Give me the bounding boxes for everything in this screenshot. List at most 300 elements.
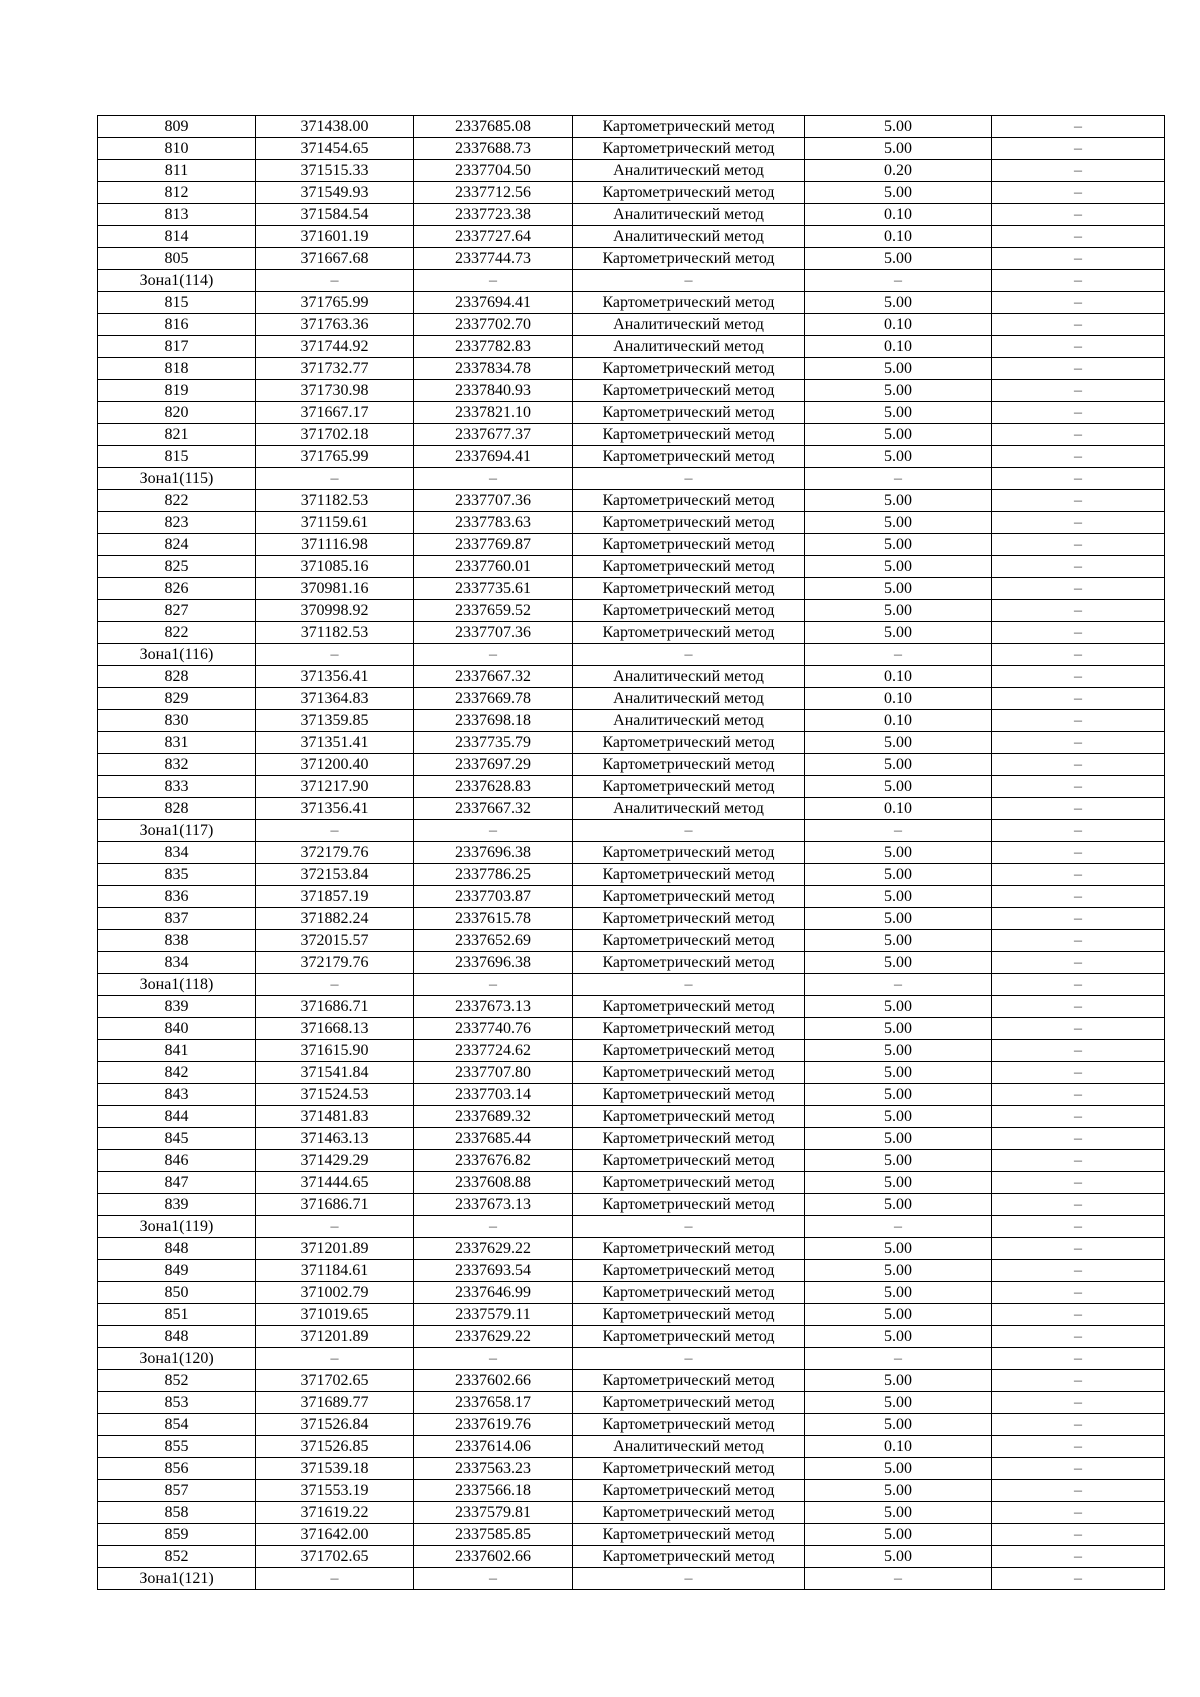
- y-coordinate-cell: –: [414, 644, 573, 666]
- accuracy-cell: 5.00: [805, 864, 992, 886]
- description-cell: –: [992, 402, 1165, 424]
- description-cell: –: [992, 204, 1165, 226]
- x-coordinate-cell: 371526.84: [256, 1414, 414, 1436]
- table-row: [98, 1062, 1165, 1084]
- accuracy-cell: 5.00: [805, 578, 992, 600]
- y-coordinate-cell: 2337676.82: [414, 1150, 573, 1172]
- y-coordinate-cell: 2337673.13: [414, 1194, 573, 1216]
- point-number-cell: Зона1(118): [98, 974, 256, 996]
- y-coordinate-cell: 2337579.11: [414, 1304, 573, 1326]
- method-cell: –: [573, 1348, 805, 1370]
- method-cell: Аналитический метод: [573, 204, 805, 226]
- table-row: [98, 930, 1165, 952]
- description-cell: –: [992, 1238, 1165, 1260]
- description-cell: –: [992, 952, 1165, 974]
- point-number-cell: 811: [98, 160, 256, 182]
- accuracy-cell: 5.00: [805, 842, 992, 864]
- point-number-cell: 851: [98, 1304, 256, 1326]
- point-number-cell: 853: [98, 1392, 256, 1414]
- y-coordinate-cell: 2337659.52: [414, 600, 573, 622]
- table-row: [98, 138, 1165, 160]
- method-cell: Картометрический метод: [573, 358, 805, 380]
- description-cell: –: [992, 1018, 1165, 1040]
- accuracy-cell: 5.00: [805, 446, 992, 468]
- y-coordinate-cell: 2337744.73: [414, 248, 573, 270]
- accuracy-cell: 0.10: [805, 314, 992, 336]
- description-cell: –: [992, 1348, 1165, 1370]
- accuracy-cell: 5.00: [805, 1524, 992, 1546]
- point-number-cell: 814: [98, 226, 256, 248]
- accuracy-cell: 5.00: [805, 1128, 992, 1150]
- method-cell: Картометрический метод: [573, 424, 805, 446]
- point-number-cell: 832: [98, 754, 256, 776]
- accuracy-cell: 5.00: [805, 556, 992, 578]
- point-number-cell: Зона1(117): [98, 820, 256, 842]
- description-cell: –: [992, 1502, 1165, 1524]
- method-cell: Картометрический метод: [573, 600, 805, 622]
- y-coordinate-cell: 2337735.79: [414, 732, 573, 754]
- y-coordinate-cell: 2337694.41: [414, 292, 573, 314]
- method-cell: Картометрический метод: [573, 1062, 805, 1084]
- description-cell: –: [992, 710, 1165, 732]
- y-coordinate-cell: 2337696.38: [414, 842, 573, 864]
- y-coordinate-cell: –: [414, 820, 573, 842]
- accuracy-cell: 5.00: [805, 886, 992, 908]
- y-coordinate-cell: 2337783.63: [414, 512, 573, 534]
- method-cell: Картометрический метод: [573, 864, 805, 886]
- coordinates-table-body: [98, 116, 1165, 1590]
- point-number-cell: 823: [98, 512, 256, 534]
- description-cell: –: [992, 490, 1165, 512]
- accuracy-cell: 5.00: [805, 952, 992, 974]
- point-number-cell: 854: [98, 1414, 256, 1436]
- point-number-cell: 819: [98, 380, 256, 402]
- x-coordinate-cell: 371356.41: [256, 666, 414, 688]
- point-number-cell: Зона1(120): [98, 1348, 256, 1370]
- method-cell: Картометрический метод: [573, 1546, 805, 1568]
- accuracy-cell: 5.00: [805, 1480, 992, 1502]
- accuracy-cell: 5.00: [805, 1458, 992, 1480]
- x-coordinate-cell: 371481.83: [256, 1106, 414, 1128]
- method-cell: Аналитический метод: [573, 160, 805, 182]
- y-coordinate-cell: 2337602.66: [414, 1370, 573, 1392]
- method-cell: Картометрический метод: [573, 1480, 805, 1502]
- x-coordinate-cell: 371217.90: [256, 776, 414, 798]
- x-coordinate-cell: –: [256, 270, 414, 292]
- x-coordinate-cell: 371356.41: [256, 798, 414, 820]
- description-cell: –: [992, 908, 1165, 930]
- method-cell: Картометрический метод: [573, 1392, 805, 1414]
- accuracy-cell: 5.00: [805, 292, 992, 314]
- point-number-cell: 845: [98, 1128, 256, 1150]
- accuracy-cell: 0.10: [805, 226, 992, 248]
- x-coordinate-cell: 371201.89: [256, 1326, 414, 1348]
- zone-header-row: [98, 974, 1165, 996]
- description-cell: –: [992, 1414, 1165, 1436]
- y-coordinate-cell: 2337652.69: [414, 930, 573, 952]
- y-coordinate-cell: 2337693.54: [414, 1260, 573, 1282]
- point-number-cell: Зона1(116): [98, 644, 256, 666]
- table-row: [98, 292, 1165, 314]
- zone-header-row: [98, 1348, 1165, 1370]
- x-coordinate-cell: 371553.19: [256, 1480, 414, 1502]
- description-cell: –: [992, 732, 1165, 754]
- table-row: [98, 622, 1165, 644]
- table-row: [98, 1326, 1165, 1348]
- table-row: [98, 1546, 1165, 1568]
- method-cell: Картометрический метод: [573, 1040, 805, 1062]
- method-cell: Картометрический метод: [573, 1414, 805, 1436]
- point-number-cell: 844: [98, 1106, 256, 1128]
- y-coordinate-cell: 2337703.87: [414, 886, 573, 908]
- zone-header-row: [98, 644, 1165, 666]
- method-cell: Картометрический метод: [573, 182, 805, 204]
- table-row: [98, 204, 1165, 226]
- accuracy-cell: 5.00: [805, 622, 992, 644]
- y-coordinate-cell: 2337760.01: [414, 556, 573, 578]
- x-coordinate-cell: 371702.65: [256, 1546, 414, 1568]
- table-row: [98, 336, 1165, 358]
- accuracy-cell: 5.00: [805, 1238, 992, 1260]
- accuracy-cell: 5.00: [805, 534, 992, 556]
- description-cell: –: [992, 1568, 1165, 1590]
- accuracy-cell: 5.00: [805, 908, 992, 930]
- y-coordinate-cell: 2337677.37: [414, 424, 573, 446]
- accuracy-cell: –: [805, 1216, 992, 1238]
- method-cell: Картометрический метод: [573, 1238, 805, 1260]
- method-cell: Картометрический метод: [573, 930, 805, 952]
- table-row: [98, 578, 1165, 600]
- method-cell: Картометрический метод: [573, 622, 805, 644]
- x-coordinate-cell: 371182.53: [256, 622, 414, 644]
- table-row: [98, 1370, 1165, 1392]
- x-coordinate-cell: 371765.99: [256, 446, 414, 468]
- accuracy-cell: 5.00: [805, 1502, 992, 1524]
- point-number-cell: 835: [98, 864, 256, 886]
- point-number-cell: 815: [98, 292, 256, 314]
- table-row: [98, 798, 1165, 820]
- table-row: [98, 446, 1165, 468]
- x-coordinate-cell: 372179.76: [256, 842, 414, 864]
- point-number-cell: 822: [98, 622, 256, 644]
- y-coordinate-cell: 2337585.85: [414, 1524, 573, 1546]
- accuracy-cell: 5.00: [805, 930, 992, 952]
- table-row: [98, 1480, 1165, 1502]
- y-coordinate-cell: –: [414, 468, 573, 490]
- point-number-cell: 828: [98, 798, 256, 820]
- accuracy-cell: –: [805, 644, 992, 666]
- y-coordinate-cell: 2337685.08: [414, 116, 573, 138]
- y-coordinate-cell: –: [414, 1216, 573, 1238]
- point-number-cell: 839: [98, 996, 256, 1018]
- point-number-cell: 833: [98, 776, 256, 798]
- point-number-cell: 834: [98, 842, 256, 864]
- description-cell: –: [992, 336, 1165, 358]
- accuracy-cell: 5.00: [805, 1326, 992, 1348]
- method-cell: Картометрический метод: [573, 1282, 805, 1304]
- table-row: [98, 710, 1165, 732]
- x-coordinate-cell: 371702.65: [256, 1370, 414, 1392]
- y-coordinate-cell: –: [414, 974, 573, 996]
- description-cell: –: [992, 270, 1165, 292]
- point-number-cell: 852: [98, 1546, 256, 1568]
- accuracy-cell: 5.00: [805, 1018, 992, 1040]
- method-cell: Картометрический метод: [573, 512, 805, 534]
- method-cell: Аналитический метод: [573, 336, 805, 358]
- description-cell: –: [992, 600, 1165, 622]
- description-cell: –: [992, 1106, 1165, 1128]
- x-coordinate-cell: –: [256, 1348, 414, 1370]
- method-cell: Картометрический метод: [573, 248, 805, 270]
- method-cell: Аналитический метод: [573, 314, 805, 336]
- method-cell: Картометрический метод: [573, 138, 805, 160]
- x-coordinate-cell: 371668.13: [256, 1018, 414, 1040]
- point-number-cell: 830: [98, 710, 256, 732]
- accuracy-cell: 5.00: [805, 1370, 992, 1392]
- point-number-cell: 810: [98, 138, 256, 160]
- table-row: [98, 864, 1165, 886]
- accuracy-cell: 0.10: [805, 204, 992, 226]
- point-number-cell: 834: [98, 952, 256, 974]
- y-coordinate-cell: 2337696.38: [414, 952, 573, 974]
- point-number-cell: Зона1(114): [98, 270, 256, 292]
- accuracy-cell: 5.00: [805, 732, 992, 754]
- point-number-cell: 842: [98, 1062, 256, 1084]
- x-coordinate-cell: 371763.36: [256, 314, 414, 336]
- table-row: [98, 600, 1165, 622]
- x-coordinate-cell: 371184.61: [256, 1260, 414, 1282]
- table-row: [98, 732, 1165, 754]
- table-row: [98, 1282, 1165, 1304]
- x-coordinate-cell: 371601.19: [256, 226, 414, 248]
- point-number-cell: 817: [98, 336, 256, 358]
- method-cell: Картометрический метод: [573, 490, 805, 512]
- point-number-cell: 827: [98, 600, 256, 622]
- point-number-cell: 831: [98, 732, 256, 754]
- accuracy-cell: 0.10: [805, 336, 992, 358]
- point-number-cell: 850: [98, 1282, 256, 1304]
- zone-header-row: [98, 1568, 1165, 1590]
- y-coordinate-cell: 2337712.56: [414, 182, 573, 204]
- point-number-cell: 857: [98, 1480, 256, 1502]
- description-cell: –: [992, 160, 1165, 182]
- table-row: [98, 688, 1165, 710]
- description-cell: –: [992, 182, 1165, 204]
- point-number-cell: Зона1(119): [98, 1216, 256, 1238]
- accuracy-cell: 5.00: [805, 996, 992, 1018]
- method-cell: Картометрический метод: [573, 908, 805, 930]
- method-cell: –: [573, 1216, 805, 1238]
- y-coordinate-cell: 2337614.06: [414, 1436, 573, 1458]
- method-cell: Картометрический метод: [573, 1304, 805, 1326]
- y-coordinate-cell: 2337628.83: [414, 776, 573, 798]
- method-cell: Картометрический метод: [573, 556, 805, 578]
- x-coordinate-cell: 371732.77: [256, 358, 414, 380]
- method-cell: Аналитический метод: [573, 798, 805, 820]
- accuracy-cell: 5.00: [805, 776, 992, 798]
- accuracy-cell: 5.00: [805, 1172, 992, 1194]
- description-cell: –: [992, 446, 1165, 468]
- method-cell: Картометрический метод: [573, 1260, 805, 1282]
- accuracy-cell: 5.00: [805, 116, 992, 138]
- zone-header-row: [98, 270, 1165, 292]
- y-coordinate-cell: 2337566.18: [414, 1480, 573, 1502]
- description-cell: –: [992, 776, 1165, 798]
- x-coordinate-cell: 371642.00: [256, 1524, 414, 1546]
- method-cell: Картометрический метод: [573, 578, 805, 600]
- description-cell: –: [992, 1480, 1165, 1502]
- accuracy-cell: –: [805, 1568, 992, 1590]
- accuracy-cell: 5.00: [805, 1392, 992, 1414]
- table-row: [98, 314, 1165, 336]
- accuracy-cell: 0.10: [805, 710, 992, 732]
- x-coordinate-cell: 372179.76: [256, 952, 414, 974]
- description-cell: –: [992, 1370, 1165, 1392]
- method-cell: –: [573, 1568, 805, 1590]
- y-coordinate-cell: 2337834.78: [414, 358, 573, 380]
- x-coordinate-cell: 371444.65: [256, 1172, 414, 1194]
- point-number-cell: 859: [98, 1524, 256, 1546]
- method-cell: Картометрический метод: [573, 1128, 805, 1150]
- description-cell: –: [992, 930, 1165, 952]
- x-coordinate-cell: 371882.24: [256, 908, 414, 930]
- method-cell: –: [573, 974, 805, 996]
- table-row: [98, 754, 1165, 776]
- point-number-cell: 848: [98, 1326, 256, 1348]
- accuracy-cell: 5.00: [805, 182, 992, 204]
- table-row: [98, 776, 1165, 798]
- y-coordinate-cell: 2337723.38: [414, 204, 573, 226]
- point-number-cell: 824: [98, 534, 256, 556]
- description-cell: –: [992, 1524, 1165, 1546]
- table-row: [98, 1458, 1165, 1480]
- y-coordinate-cell: 2337673.13: [414, 996, 573, 1018]
- description-cell: –: [992, 864, 1165, 886]
- x-coordinate-cell: –: [256, 820, 414, 842]
- point-number-cell: 847: [98, 1172, 256, 1194]
- accuracy-cell: 5.00: [805, 1106, 992, 1128]
- y-coordinate-cell: 2337727.64: [414, 226, 573, 248]
- description-cell: –: [992, 1304, 1165, 1326]
- method-cell: –: [573, 468, 805, 490]
- accuracy-cell: 5.00: [805, 1084, 992, 1106]
- table-row: [98, 1436, 1165, 1458]
- point-number-cell: 846: [98, 1150, 256, 1172]
- table-row: [98, 842, 1165, 864]
- point-number-cell: 855: [98, 1436, 256, 1458]
- x-coordinate-cell: 371667.68: [256, 248, 414, 270]
- method-cell: –: [573, 270, 805, 292]
- point-number-cell: 828: [98, 666, 256, 688]
- point-number-cell: 818: [98, 358, 256, 380]
- x-coordinate-cell: 371182.53: [256, 490, 414, 512]
- y-coordinate-cell: 2337786.25: [414, 864, 573, 886]
- description-cell: –: [992, 666, 1165, 688]
- method-cell: Картометрический метод: [573, 952, 805, 974]
- point-number-cell: 841: [98, 1040, 256, 1062]
- method-cell: Картометрический метод: [573, 886, 805, 908]
- method-cell: Картометрический метод: [573, 380, 805, 402]
- method-cell: Картометрический метод: [573, 1458, 805, 1480]
- x-coordinate-cell: 371539.18: [256, 1458, 414, 1480]
- description-cell: –: [992, 424, 1165, 446]
- x-coordinate-cell: –: [256, 468, 414, 490]
- description-cell: –: [992, 996, 1165, 1018]
- method-cell: Картометрический метод: [573, 1150, 805, 1172]
- table-row: [98, 1260, 1165, 1282]
- description-cell: –: [992, 468, 1165, 490]
- description-cell: –: [992, 820, 1165, 842]
- description-cell: –: [992, 116, 1165, 138]
- point-number-cell: 837: [98, 908, 256, 930]
- x-coordinate-cell: –: [256, 1216, 414, 1238]
- y-coordinate-cell: 2337694.41: [414, 446, 573, 468]
- table-row: [98, 512, 1165, 534]
- accuracy-cell: 5.00: [805, 1150, 992, 1172]
- table-row: [98, 1194, 1165, 1216]
- accuracy-cell: 5.00: [805, 754, 992, 776]
- description-cell: –: [992, 1172, 1165, 1194]
- y-coordinate-cell: –: [414, 1568, 573, 1590]
- x-coordinate-cell: 371686.71: [256, 996, 414, 1018]
- point-number-cell: 848: [98, 1238, 256, 1260]
- table-row: [98, 226, 1165, 248]
- description-cell: –: [992, 556, 1165, 578]
- y-coordinate-cell: 2337667.32: [414, 798, 573, 820]
- table-row: [98, 1304, 1165, 1326]
- method-cell: Аналитический метод: [573, 688, 805, 710]
- table-row: [98, 1392, 1165, 1414]
- table-row: [98, 1524, 1165, 1546]
- y-coordinate-cell: –: [414, 270, 573, 292]
- description-cell: –: [992, 226, 1165, 248]
- point-number-cell: 816: [98, 314, 256, 336]
- description-cell: –: [992, 1084, 1165, 1106]
- description-cell: –: [992, 798, 1165, 820]
- description-cell: –: [992, 1194, 1165, 1216]
- table-row: [98, 534, 1165, 556]
- method-cell: Картометрический метод: [573, 1524, 805, 1546]
- y-coordinate-cell: 2337821.10: [414, 402, 573, 424]
- point-number-cell: 838: [98, 930, 256, 952]
- table-row: [98, 1172, 1165, 1194]
- y-coordinate-cell: 2337608.88: [414, 1172, 573, 1194]
- accuracy-cell: 5.00: [805, 424, 992, 446]
- table-row: [98, 908, 1165, 930]
- description-cell: –: [992, 1260, 1165, 1282]
- method-cell: Картометрический метод: [573, 1018, 805, 1040]
- x-coordinate-cell: 371857.19: [256, 886, 414, 908]
- method-cell: Картометрический метод: [573, 1194, 805, 1216]
- point-number-cell: 815: [98, 446, 256, 468]
- accuracy-cell: 0.10: [805, 666, 992, 688]
- accuracy-cell: –: [805, 820, 992, 842]
- point-number-cell: 809: [98, 116, 256, 138]
- point-number-cell: 839: [98, 1194, 256, 1216]
- point-number-cell: 826: [98, 578, 256, 600]
- description-cell: –: [992, 138, 1165, 160]
- method-cell: Картометрический метод: [573, 1326, 805, 1348]
- y-coordinate-cell: 2337689.32: [414, 1106, 573, 1128]
- point-number-cell: 852: [98, 1370, 256, 1392]
- accuracy-cell: –: [805, 468, 992, 490]
- accuracy-cell: 5.00: [805, 358, 992, 380]
- accuracy-cell: 0.10: [805, 1436, 992, 1458]
- description-cell: –: [992, 886, 1165, 908]
- accuracy-cell: 5.00: [805, 512, 992, 534]
- method-cell: Картометрический метод: [573, 116, 805, 138]
- table-row: [98, 490, 1165, 512]
